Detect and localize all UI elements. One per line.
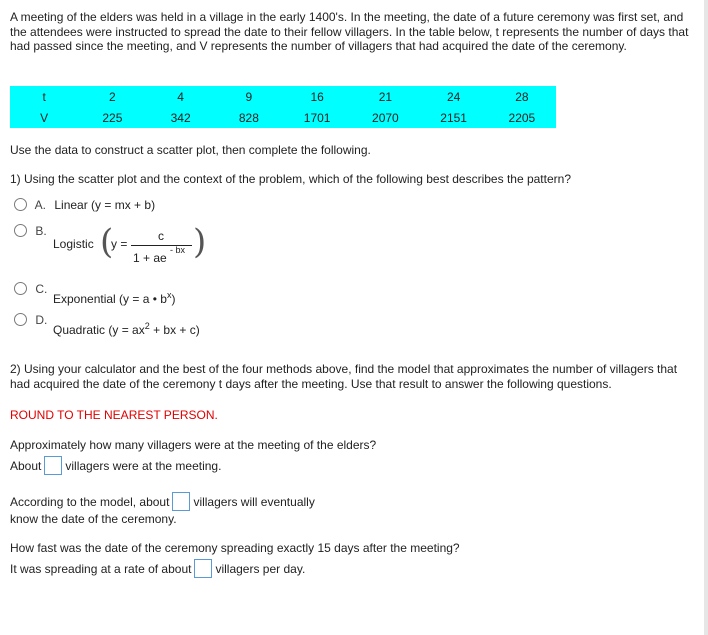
option-d-rest: + bx + c) (149, 323, 200, 337)
table-cell: 342 (170, 110, 191, 125)
option-b[interactable] (14, 224, 47, 238)
option-c-text (53, 290, 175, 306)
table-cell: 2070 (372, 110, 399, 125)
option-c[interactable] (14, 282, 47, 296)
option-c-superscript: x (166, 290, 172, 300)
option-d-superscript: 2 (144, 321, 150, 331)
option-a[interactable] (14, 198, 155, 212)
answer-2c-post: villagers per day. (215, 562, 306, 576)
question-2b-line2: know the date of the ceremony. (10, 512, 177, 526)
formula-exponent: - bx (170, 245, 186, 255)
question-2a-answer-row (10, 456, 221, 475)
option-b-letter: B. (35, 224, 47, 238)
question-2b-answer-row (10, 492, 315, 511)
question-2a-prompt: Approximately how many villagers were at the meeting of the elders? (10, 438, 377, 452)
answer-2c-input[interactable] (194, 559, 212, 578)
rounding-note: ROUND TO THE NEAREST PERSON. (10, 408, 218, 422)
table-cell: 21 (378, 89, 393, 104)
table-header-t: t (42, 89, 46, 104)
scrollbar-track[interactable] (704, 0, 708, 635)
formula-right-paren: ) (193, 222, 207, 262)
option-b-name: Logistic (53, 237, 94, 251)
option-c-letter: C. (35, 282, 48, 296)
table-cell: 1701 (303, 110, 331, 125)
radio-button-b[interactable] (14, 224, 27, 237)
option-a-letter: A. (34, 198, 47, 212)
question-2c-prompt: How fast was the date of the ceremony spreading exactly 15 days after the meeting? (10, 541, 460, 555)
formula-lhs: y = (111, 237, 128, 251)
question-2c-answer-row (10, 559, 305, 578)
table-header-v: V (40, 110, 49, 125)
table-row-t (10, 86, 556, 107)
table-cell: 24 (446, 89, 461, 104)
instruction-text: Use the data to construct a scatter plot, then complete the following. (10, 143, 371, 157)
option-d-letter: D. (35, 313, 48, 327)
answer-2b-post: villagers will eventually (193, 495, 315, 509)
data-table (10, 86, 556, 128)
table-cell: 9 (245, 89, 253, 104)
option-d-formula: Quadratic (y = ax (53, 323, 145, 337)
table-cell: 4 (177, 89, 184, 104)
option-c-close: ) (171, 292, 176, 306)
radio-button-d[interactable] (14, 313, 27, 326)
table-cell: 2205 (508, 110, 536, 125)
answer-2c-pre: It was spreading at a rate of about (10, 562, 192, 576)
table-cell: 828 (238, 110, 259, 125)
formula-numerator: c (158, 229, 164, 243)
answer-2a-pre: About (10, 459, 42, 473)
formula-left-paren: ( (100, 222, 114, 262)
table-row-v (10, 107, 556, 128)
table-cell: 28 (515, 89, 529, 104)
table-cell: 2 (109, 89, 116, 104)
option-a-text: Linear (y = mx + b) (54, 198, 156, 212)
table-cell: 225 (102, 110, 123, 125)
radio-button-a[interactable] (14, 198, 27, 211)
formula-denominator: 1 + ae (133, 251, 167, 265)
table-cell: 2151 (440, 110, 467, 125)
table-cell: 16 (310, 89, 324, 104)
answer-2b-pre: According to the model, about (10, 495, 170, 509)
option-d[interactable] (14, 313, 47, 327)
answer-2a-post: villagers were at the meeting. (65, 459, 222, 473)
radio-button-c[interactable] (14, 282, 27, 295)
option-c-formula: Exponential (y = a • b (53, 292, 167, 306)
option-d-text (53, 321, 200, 337)
answer-2b-input[interactable] (172, 492, 190, 511)
answer-2a-input[interactable] (44, 456, 62, 475)
question-2-prompt: 2) Using your calculator and the best of the four methods above, find the model that approximates the number of villagers that had acquired the date of the ceremony t days after the meeting. Use that result to answer the following questions. (10, 362, 678, 391)
question-1-prompt: 1) Using the scatter plot and the context of the problem, which of the following best describes the pattern? (10, 172, 571, 186)
problem-intro: A meeting of the elders was held in a village in the early 1400's. In the meeting, the date of a future ceremony was first set, and the attendees were instructed to spread the date to their fellow villagers. In the table below, t represents the number of days that had passed since the meeting, and V represents the number of villagers that had acquired the date of the ceremony. (10, 10, 689, 53)
